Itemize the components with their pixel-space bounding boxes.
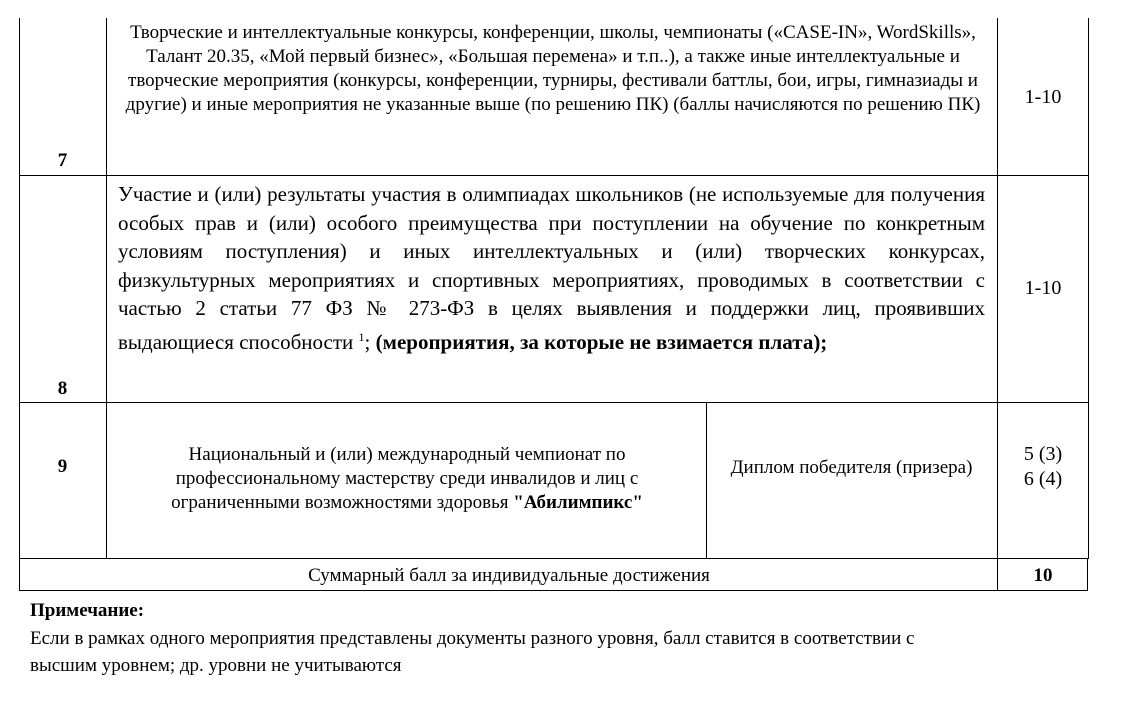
row-7-description: Творческие и интеллектуальные конкурсы, конференции, школы, чемпионаты («CASE-IN», WordSkills», Талант 20.35, «Мой первый бизнес», «Большая перемена» и т.п..), а также иные интеллектуальные и творческие мероприятия (конкурсы, конференции, турниры, фестивали баттлы, бои, игры, гимназиады и другие) и иные мероприятия не указанные выше (по решению ПК) (баллы начисляются по решению ПК) <box>125 22 981 115</box>
row-9-abilympics-name: "Абилимпикс" <box>513 492 643 513</box>
note-title: Примечание: <box>30 600 145 621</box>
row-9-bottom-border <box>19 558 1089 559</box>
summary-border-bottom <box>19 590 1088 591</box>
table-border-right <box>1088 18 1089 559</box>
row-8-number: 8 <box>57 378 68 399</box>
row-9-score-line-2: 6 (4) <box>1023 468 1063 490</box>
table-divider-number <box>106 18 107 559</box>
row-9-description-block <box>110 443 704 515</box>
row-8-description: Участие и (или) результаты участия в олимпиадах школьников (не используемые для получения особых прав и (или) особого преимущества при поступлении на обучение по конкретным условиям поступления) и иных интеллектуальных и (или) творческих конкурсах, физкультурных мероприятиях и спортивных мероприятиях, проводимых в соответствии с частью 2 статьи 77 ФЗ № 273-ФЗ в целях выявления и поддержки лиц, проявивших выдающиеся способности <box>118 182 985 354</box>
row-8-bold-note: (мероприятия, за которые не взимается плата); <box>375 329 828 354</box>
row-8-description-block <box>118 180 985 356</box>
row-7-number: 7 <box>57 150 68 171</box>
row-9-description: Национальный и (или) международный чемпионат по профессиональному мастерству среди инвалидов и лиц с ограниченными возможностями здоровья <box>171 444 639 513</box>
row-7-score: 1-10 <box>1024 86 1062 108</box>
row-7-bottom-border <box>19 175 1089 176</box>
table-divider-document <box>706 402 707 559</box>
row-9-document: Диплом победителя (призера) <box>730 457 973 478</box>
row-8-bottom-border <box>19 402 1089 403</box>
row-8-footnote-mark: 1 <box>358 329 365 344</box>
summary-value: 10 <box>1033 565 1053 586</box>
note-text: Если в рамках одного мероприятия представлены документы разного уровня, балл ставится в соответствии с высшим уровнем; др. уровни не учитываются <box>30 628 915 676</box>
row-8-footnote-semicolon: ; <box>364 329 371 354</box>
row-9-number: 9 <box>57 456 68 477</box>
summary-label: Суммарный балл за индивидуальные достижения <box>308 565 710 586</box>
row-9-score-line-1: 5 (3) <box>1023 443 1063 465</box>
row-8-score: 1-10 <box>1024 277 1062 299</box>
